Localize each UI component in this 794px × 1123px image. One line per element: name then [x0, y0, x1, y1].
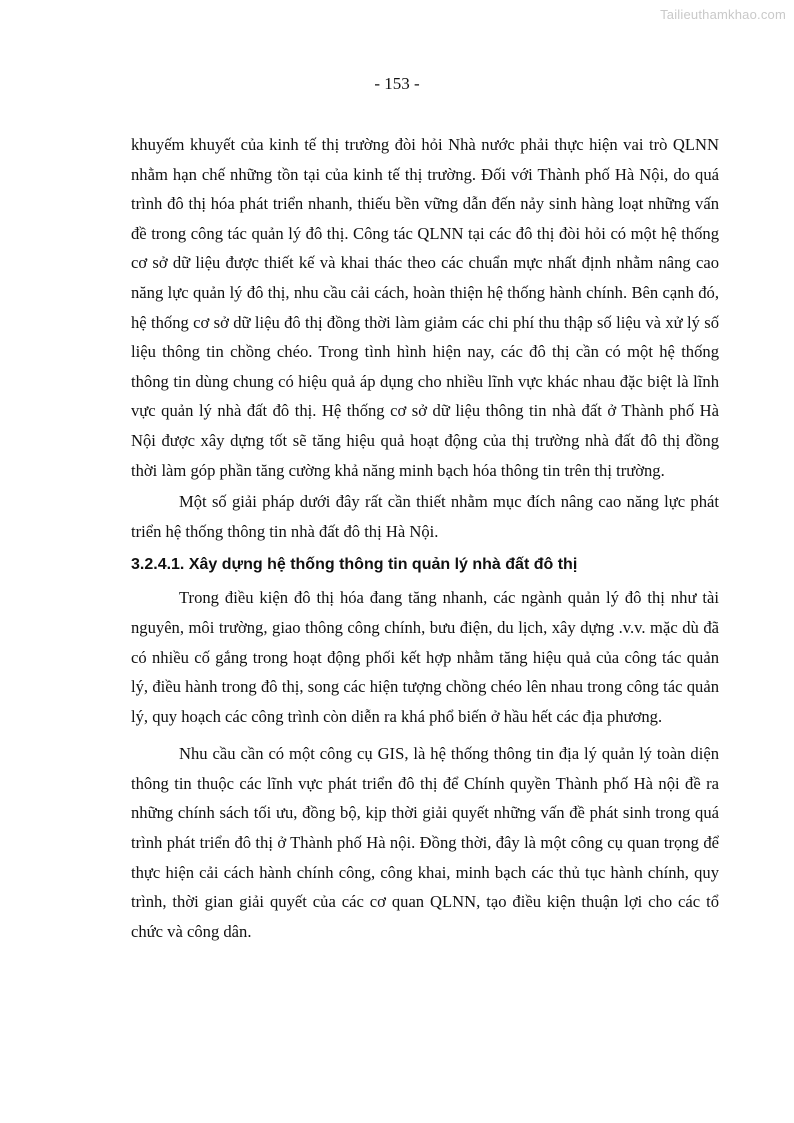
page-body — [131, 130, 719, 946]
page-number: - 153 - — [374, 74, 420, 93]
section-heading: 3.2.4.1. Xây dựng hệ thống thông tin quản lý nhà đất đô thị — [131, 556, 578, 574]
paragraph-urbanization: Trong điều kiện đô thị hóa đang tăng nhanh, các ngành quản lý đô thị như tài nguyên, môi trường, giao thông công chính, bưu điện, du lịch, xây dựng .v.v. mặc dù đã có nhiều cố gắng trong hoạt động phối kết hợp nhằm tăng hiệu quả của công tác quản lý, điều hành trong đô thị, song các hiện tượng chồng chéo lên nhau trong công tác quản lý, quy hoạch các công trình còn diễn ra khá phổ biến ở hầu hết các địa phương. — [131, 588, 719, 726]
paragraph-gis-need: Nhu cầu cần có một công cụ GIS, là hệ thống thông tin địa lý quản lý toàn diện thông tin thuộc các lĩnh vực phát triển đô thị để Chính quyền Thành phố Hà nội đề ra những chính sách tối ưu, đồng bộ, kịp thời giải quyết những vấn đề phát sinh trong quá trình phát triển đô thị ở Thành phố Hà nội. Đồng thời, đây là một công cụ quan trọng để thực hiện cải cách hành chính công, công khai, minh bạch các thủ tục hành chính, quy trình, thời gian giải quyết của các cơ quan QLNN, tạo điều kiện thuận lợi cho các tổ chức và công dân. — [131, 744, 719, 941]
paragraph-continuation: khuyếm khuyết của kinh tế thị trường đòi hỏi Nhà nước phải thực hiện vai trò QLNN nhằm hạn chế những tồn tại của kinh tế thị trường. Đối với Thành phố Hà Nội, do quá trình đô thị hóa phát triển nhanh, thiếu bền vững dẫn đến nảy sinh hàng loạt những vấn đề trong công tác quản lý đô thị. Công tác QLNN tại các đô thị đòi hỏi có một hệ thống cơ sở dữ liệu được thiết kế và khai thác theo các chuẩn mực nhất định nhằm nâng cao năng lực quản lý đô thị, nhu cầu cải cách, hoàn thiện hệ thống hành chính. Bên cạnh đó, hệ thống cơ sở dữ liệu đô thị đồng thời làm giảm các chi phí thu thập số liệu và xử lý số liệu thông tin chồng chéo. Trong tình hình hiện nay, các đô thị cần có một hệ thống thông tin dùng chung có hiệu quả áp dụng cho nhiều lĩnh vực khác nhau đặc biệt là lĩnh vực quản lý nhà đất đô thị. Hệ thống cơ sở dữ liệu thông tin nhà đất ở Thành phố Hà Nội được xây dựng tốt sẽ tăng hiệu quả hoạt động của thị trường nhà đất đô thị đồng thời làm góp phần tăng cường khả năng minh bạch hóa thông tin trên thị trường. — [131, 135, 719, 480]
paragraph-solutions-intro: Một số giải pháp dưới đây rất cần thiết nhằm mục đích nâng cao năng lực phát triển hệ thống thông tin nhà đất đô thị Hà Nội. — [131, 492, 719, 541]
watermark: Tailieuthamkhao.com — [660, 7, 786, 22]
